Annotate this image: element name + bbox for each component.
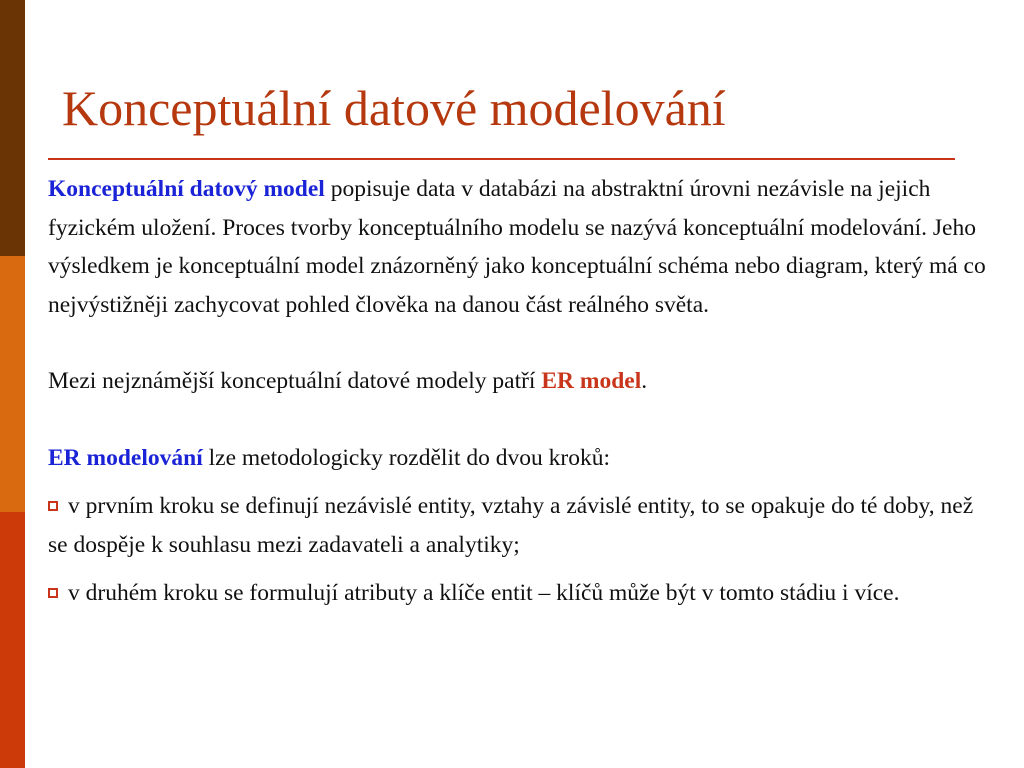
er-term: ER modelování bbox=[48, 444, 203, 471]
intro-paragraph bbox=[48, 170, 998, 324]
er-text: lze metodologicky rozdělit do dvou kroků: bbox=[202, 444, 610, 471]
square-bullet-icon bbox=[48, 501, 58, 511]
spacer bbox=[48, 401, 998, 439]
spacer bbox=[48, 324, 998, 362]
models-suffix: . bbox=[641, 368, 648, 394]
spacer bbox=[48, 477, 998, 487]
models-text: Mezi nejznámější konceptuální datové modely patří bbox=[48, 368, 542, 394]
spacer bbox=[48, 564, 998, 574]
title-underline bbox=[48, 158, 955, 160]
intro-text: popisuje data v databázi na abstraktní úrovni nezávisle na jejich fyzickém uložení. Proces tvorby konceptuálního modelu se nazývá konceptuální modelování. Jeho výsledkem je konceptuální model znázorněný jako konceptuální schéma nebo diagram, který má co nejvýstižněji zachycovat pohled člověka na danou část reálného světa. bbox=[48, 176, 986, 318]
er-model-term: ER model bbox=[541, 368, 642, 394]
slide-content bbox=[48, 170, 998, 613]
er-paragraph bbox=[48, 439, 998, 478]
step-text-2: v druhém kroku se formulují atributy a klíče entit – klíčů může být v tomto stádiu i více. bbox=[68, 580, 900, 606]
square-bullet-icon bbox=[48, 588, 58, 598]
step-item-2 bbox=[48, 574, 998, 613]
side-band-bottom bbox=[0, 512, 25, 768]
slide-title: Konceptuální datové modelování bbox=[62, 80, 726, 136]
side-band-middle bbox=[0, 256, 25, 512]
side-band-top bbox=[0, 0, 25, 256]
step-text-1: v prvním kroku se definují nezávislé entity, vztahy a závislé entity, to se opakuje do té doby, než se dospěje k souhlasu mezi zadavateli a analytiky; bbox=[48, 493, 974, 558]
intro-term: Konceptuální datový model bbox=[48, 176, 325, 202]
models-paragraph bbox=[48, 362, 998, 401]
step-item-1 bbox=[48, 487, 998, 564]
